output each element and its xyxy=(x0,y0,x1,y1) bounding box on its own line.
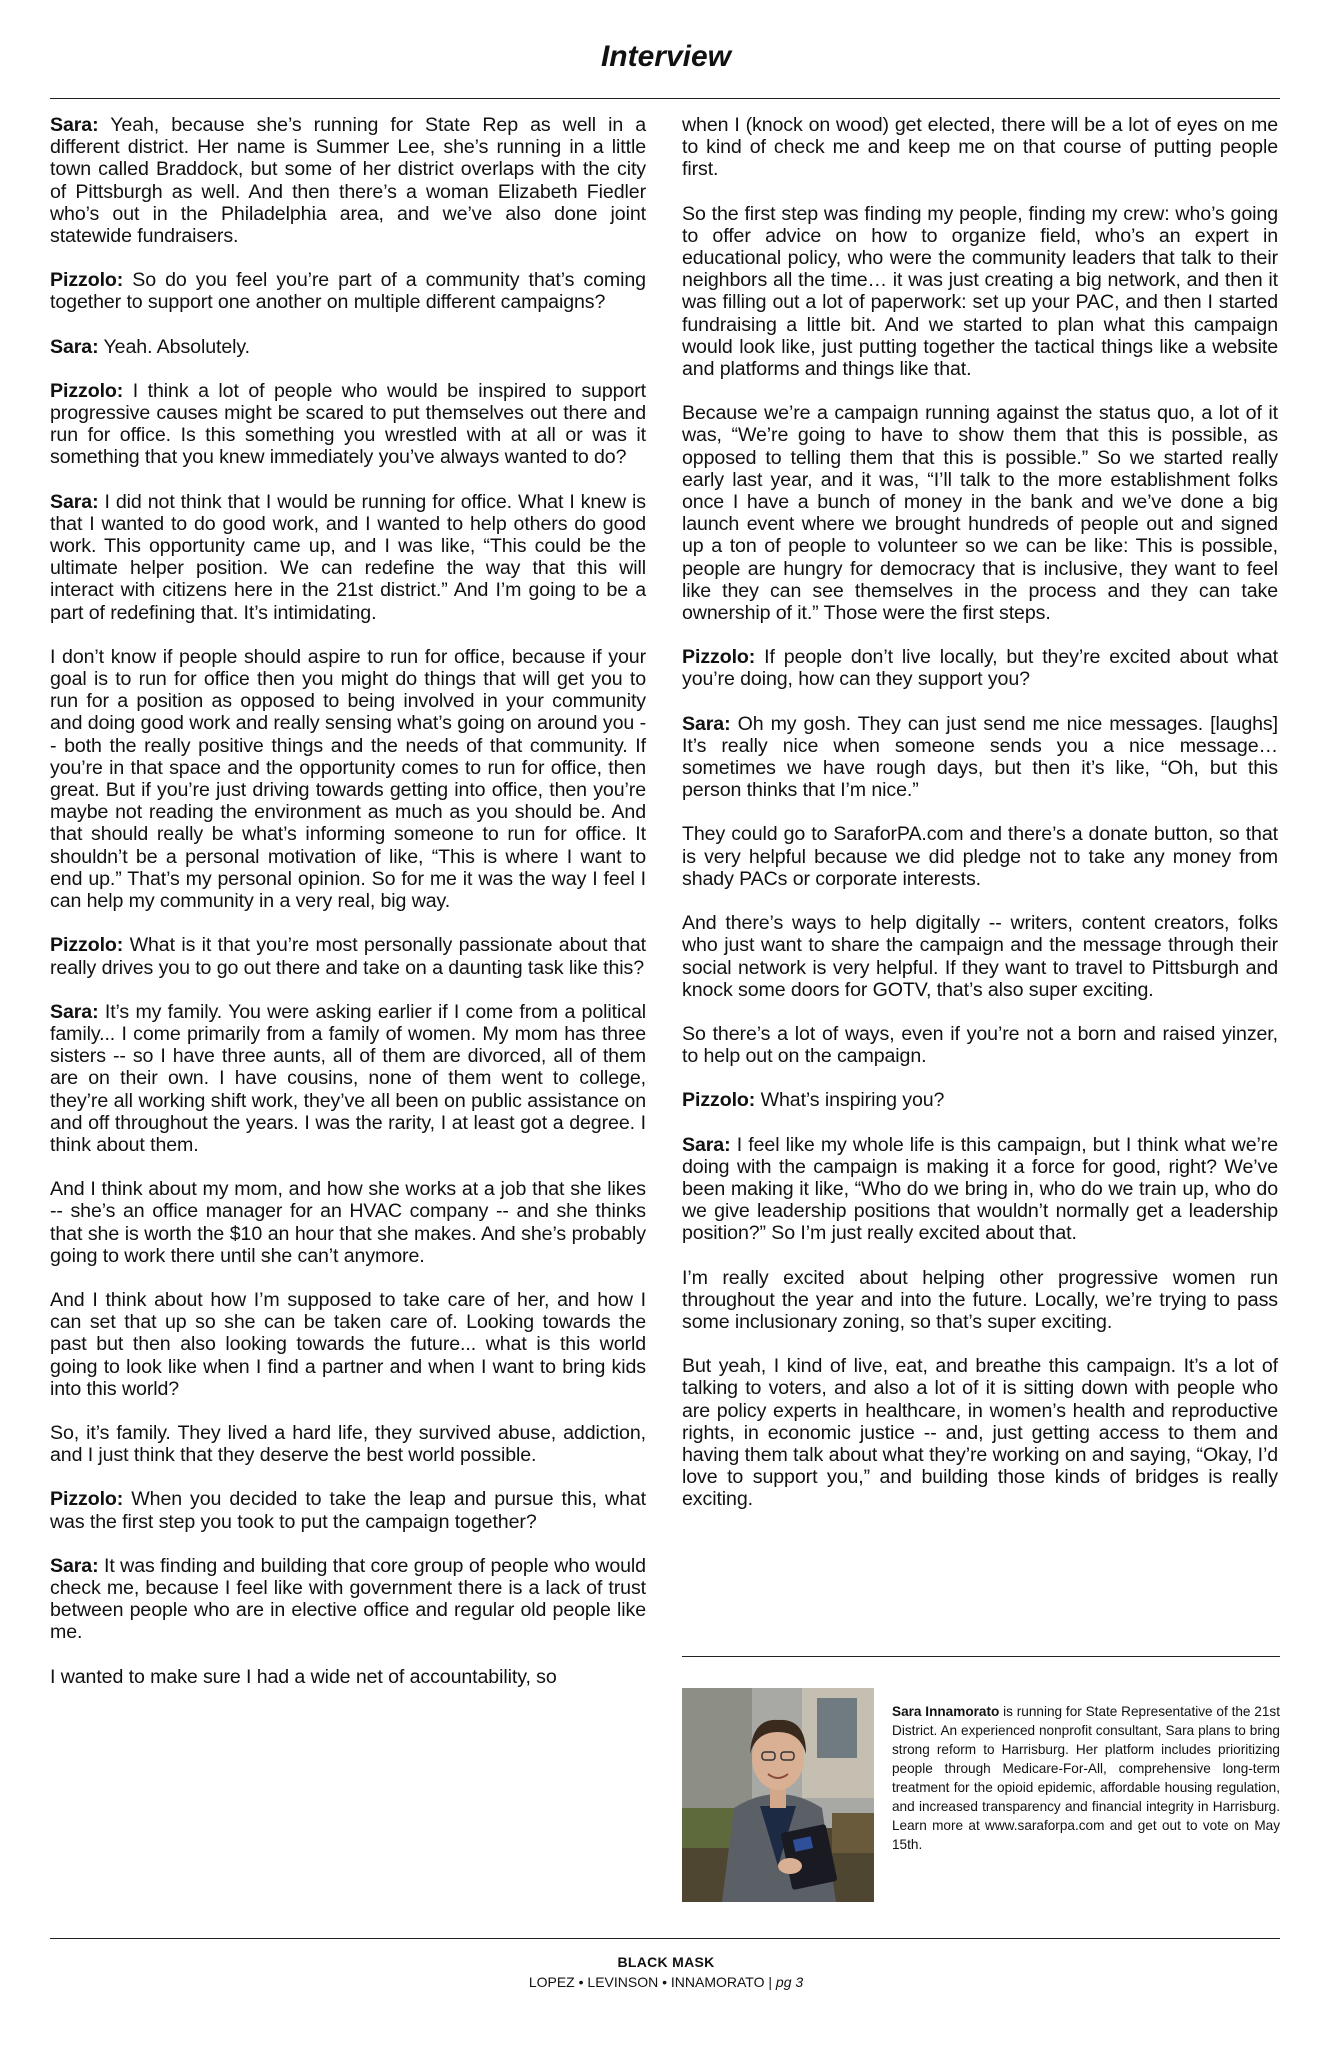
paragraph xyxy=(682,1267,1278,1334)
speaker-label: Sara: xyxy=(50,1554,99,1577)
paragraph-text: They could go to SaraforPA.com and there’s a donate button, so that is very helpful because we did pledge not to take any money from shady PACs or corporate interests. xyxy=(682,823,1278,890)
speaker-label: Sara: xyxy=(50,490,99,513)
paragraph-text: And I think about my mom, and how she works at a job that she likes -- she’s an office manager for an HVAC company -- and she thinks that she is worth the $10 an hour that she makes. And she’s probably going to work there until she can’t anymore. xyxy=(50,1178,646,1267)
paragraph xyxy=(682,823,1278,890)
paragraph xyxy=(682,402,1278,624)
paragraph xyxy=(682,1134,1278,1245)
speaker-label: Pizzolo: xyxy=(682,646,756,669)
paragraph-text: I did not think that I would be running for office. What I knew is that I wanted to do good work, and I wanted to help others do good work. This opportunity came up, and I was like, “This could be the ultimate helper position. We can redefine the way that this will interact with citizens here in the 21st district.” And I’m going to be a part of redefining that. It’s intimidating. xyxy=(50,490,646,624)
bio-divider xyxy=(682,1656,1280,1657)
speaker-label: Sara: xyxy=(682,1133,731,1156)
paragraph-text: when I (knock on wood) get elected, there will be a lot of eyes on me to kind of check me and keep me on that course of putting people first. xyxy=(682,114,1278,181)
speaker-label: Sara: xyxy=(50,335,99,358)
paragraph-text: It’s my family. You were asking earlier if I come from a political family... I come primarily from a family of women. My mom has three sisters -- so I have three aunts, all of them are divorced, all of them are on their own. I have cousins, none of them went to college, they’re all working shift work, they’ve all been on public assistance on and off throughout the years. I was the rarity, I at least got a degree. I think about them. xyxy=(50,1000,646,1156)
bio-text: is running for State Representative of the 21st District. An experienced nonprofit consultant, Sara plans to bring strong reform to Harrisburg. Her platform includes prioritizing people through Medicare-For-All, comprehensive long-term treatment for the opioid epidemic, affordable housing regulation, and increased transparency and financial integrity in Harrisburg. Learn more at www.saraforpa.com and get out to vote on May 15th. xyxy=(892,1704,1280,1852)
paragraph xyxy=(50,491,646,624)
speaker-label: Pizzolo: xyxy=(50,934,124,957)
speaker-label: Pizzolo: xyxy=(50,379,124,402)
paragraph-text: So the first step was finding my people, finding my crew: who’s going to offer advice on how to organize field, who’s an expert in educational policy, who were the community leaders that talk to their neighbors all the time… it was just creating a big network, and then it was filling out a lot of paperwork: set up your PAC, and then I started fundraising a little bit. And we started to plan what this campaign would look like, just putting together the tactical things like a website and platforms and things like that. xyxy=(682,202,1278,381)
speaker-label: Pizzolo: xyxy=(682,1089,756,1112)
paragraph xyxy=(682,1089,1278,1111)
paragraph-text: Because we’re a campaign running against the status quo, a lot of it was, “We’re going to have to show them that this is possible, as opposed to telling them that this is possible.” So we started really early last year, and it was, “I’ll talk to the more establishment folks once I have a bunch of money in the bank and we’ve done a big launch event where we brought hundreds of people out and signed up a ton of people to volunteer so we can be like: This is possible, people are hungry for democracy that is inclusive, they want to feel like they can see themselves in the process and they can take ownership of it.” Those were the first steps. xyxy=(682,402,1278,625)
header-divider xyxy=(50,98,1280,99)
paragraph-text: What’s inspiring you? xyxy=(760,1089,945,1112)
author-bio xyxy=(892,1702,1280,1854)
paragraph-text: When you decided to take the leap and pursue this, what was the first step you took to put the campaign together? xyxy=(50,1488,646,1533)
paragraph xyxy=(50,336,646,358)
publication-name: BLACK MASK xyxy=(617,1954,715,1970)
speaker-label: Pizzolo: xyxy=(50,269,124,292)
paragraph xyxy=(50,646,646,912)
paragraph xyxy=(682,912,1278,1001)
paragraph-text: I feel like my whole life is this campaign, but I think what we’re doing with the campaign is making it a force for good, right? We’ve been making it like, “Who do we bring in, who do we train up, who do we give leadership positions that wouldn’t normally get a leadership position?” So I’m just really excited about that. xyxy=(682,1133,1278,1245)
paragraph-text: Yeah, because she’s running for State Rep as well in a different district. Her name is Summer Lee, she’s running in a little town called Braddock, but some of her district overlaps with the city of Pittsburgh as well. And then there’s a woman Elizabeth Fiedler who’s out in the Philadelphia area, and we’ve also done joint statewide fundraisers. xyxy=(50,114,646,248)
paragraph xyxy=(50,1666,646,1688)
footer-credits xyxy=(0,1974,1332,1990)
paragraph-text: But yeah, I kind of live, eat, and breathe this campaign. It’s a lot of talking to voters, and also a lot of it is sitting down with people who are policy experts in healthcare, in women’s health and reproductive rights, in economic justice -- and, just getting access to them and having them talk about what they’re working on and saying, “Okay, I’d love to support you,” and building those kinds of bridges is really exciting. xyxy=(682,1355,1278,1511)
paragraph-text: It was finding and building that core group of people who would check me, because I feel like with government there is a lack of trust between people who are in elective office and regular old people like me. xyxy=(50,1554,646,1644)
paragraph-text: I think a lot of people who would be inspired to support progressive causes might be scared to put themselves out there and run for office. Is this something you wrestled with at all or was it something that you knew immediately you’ve always wanted to do? xyxy=(50,379,646,469)
portrait-illustration xyxy=(682,1688,874,1902)
paragraph-text: If people don’t live locally, but they’re excited about what you’re doing, how can they support you? xyxy=(682,646,1278,691)
paragraph xyxy=(682,713,1278,802)
portrait-photo xyxy=(682,1688,874,1902)
left-column xyxy=(50,114,646,1710)
paragraph xyxy=(682,1355,1278,1510)
speaker-label: Sara: xyxy=(682,712,731,735)
page-title: Interview xyxy=(600,40,732,73)
paragraph xyxy=(50,1422,646,1466)
paragraph xyxy=(50,1488,646,1532)
paragraph xyxy=(682,114,1278,181)
credit-names: LOPEZ • LEVINSON • INNAMORATO xyxy=(528,1974,765,1990)
bio-name: Sara Innamorato xyxy=(892,1704,1000,1719)
right-column xyxy=(682,114,1278,1533)
paragraph xyxy=(682,203,1278,381)
speaker-label: Sara: xyxy=(50,114,99,136)
paragraph xyxy=(50,1289,646,1400)
paragraph-text: What is it that you’re most personally passionate about that really drives you to go out there and take on a daunting task like this? xyxy=(50,934,646,979)
paragraph xyxy=(50,269,646,313)
paragraph xyxy=(682,1023,1278,1067)
paragraph xyxy=(50,114,646,247)
paragraph-text: I wanted to make sure I had a wide net of accountability, so xyxy=(50,1665,557,1688)
paragraph xyxy=(50,380,646,469)
paragraph-text: So there’s a lot of ways, even if you’re not a born and raised yinzer, to help out on the campaign. xyxy=(682,1022,1278,1068)
paragraph xyxy=(50,1001,646,1156)
speaker-label: Sara: xyxy=(50,1000,99,1023)
paragraph-text: So, it’s family. They lived a hard life, they survived abuse, addiction, and I just think that they deserve the best world possible. xyxy=(50,1421,646,1467)
paragraph xyxy=(50,934,646,978)
paragraph-text: And I think about how I’m supposed to take care of her, and how I can set that up so she can be taken care of. Looking towards the past but then also looking towards the future... what is this world going to look like when I find a partner and when I want to bring kids into this world? xyxy=(50,1288,646,1400)
paragraph-text: And there’s ways to help digitally -- writers, content creators, folks who just want to share the campaign and the message through their social network is very helpful. If they want to travel to Pittsburgh and knock some doors for GOTV, that’s also super exciting. xyxy=(682,912,1278,1001)
paragraph xyxy=(50,1178,646,1267)
page-number: pg 3 xyxy=(775,1974,804,1990)
paragraph-text: I don’t know if people should aspire to run for office, because if your goal is to run for office then you might do things that will get you to run for a position as opposed to being involved in your community and doing good work and really sensing what’s going on around you -- both the really positive things and the needs of that community. If you’re in that space and the opportunity comes to run for office, then great. But if you’re just driving towards getting into office, then you’re maybe not reading the environment as much as you should be. And that should really be what’s informing someone to run for office. It shouldn’t be a personal motivation of like, “This is where I want to end up.” That’s my personal opinion. So for me it was the way I feel I can help my community in a very real, big way. xyxy=(50,645,646,913)
paragraph xyxy=(682,646,1278,690)
footer-divider xyxy=(50,1938,1280,1939)
speaker-label: Pizzolo: xyxy=(50,1488,124,1511)
credit-separator: | xyxy=(768,1974,773,1990)
paragraph-text: Oh my gosh. They can just send me nice messages. [laughs] It’s really nice when someone sends you a nice message… sometimes we have rough days, but then it’s like, “Oh, but this person thinks that I’m nice.” xyxy=(682,712,1278,802)
paragraph-text: I’m really excited about helping other progressive women run throughout the year and into the future. Locally, we’re trying to pass some inclusionary zoning, so that’s super exciting. xyxy=(682,1266,1278,1333)
paragraph-text: So do you feel you’re part of a community that’s coming together to support one another on multiple different campaigns? xyxy=(50,269,646,314)
paragraph xyxy=(50,1555,646,1644)
paragraph-text: Yeah. Absolutely. xyxy=(103,335,250,358)
